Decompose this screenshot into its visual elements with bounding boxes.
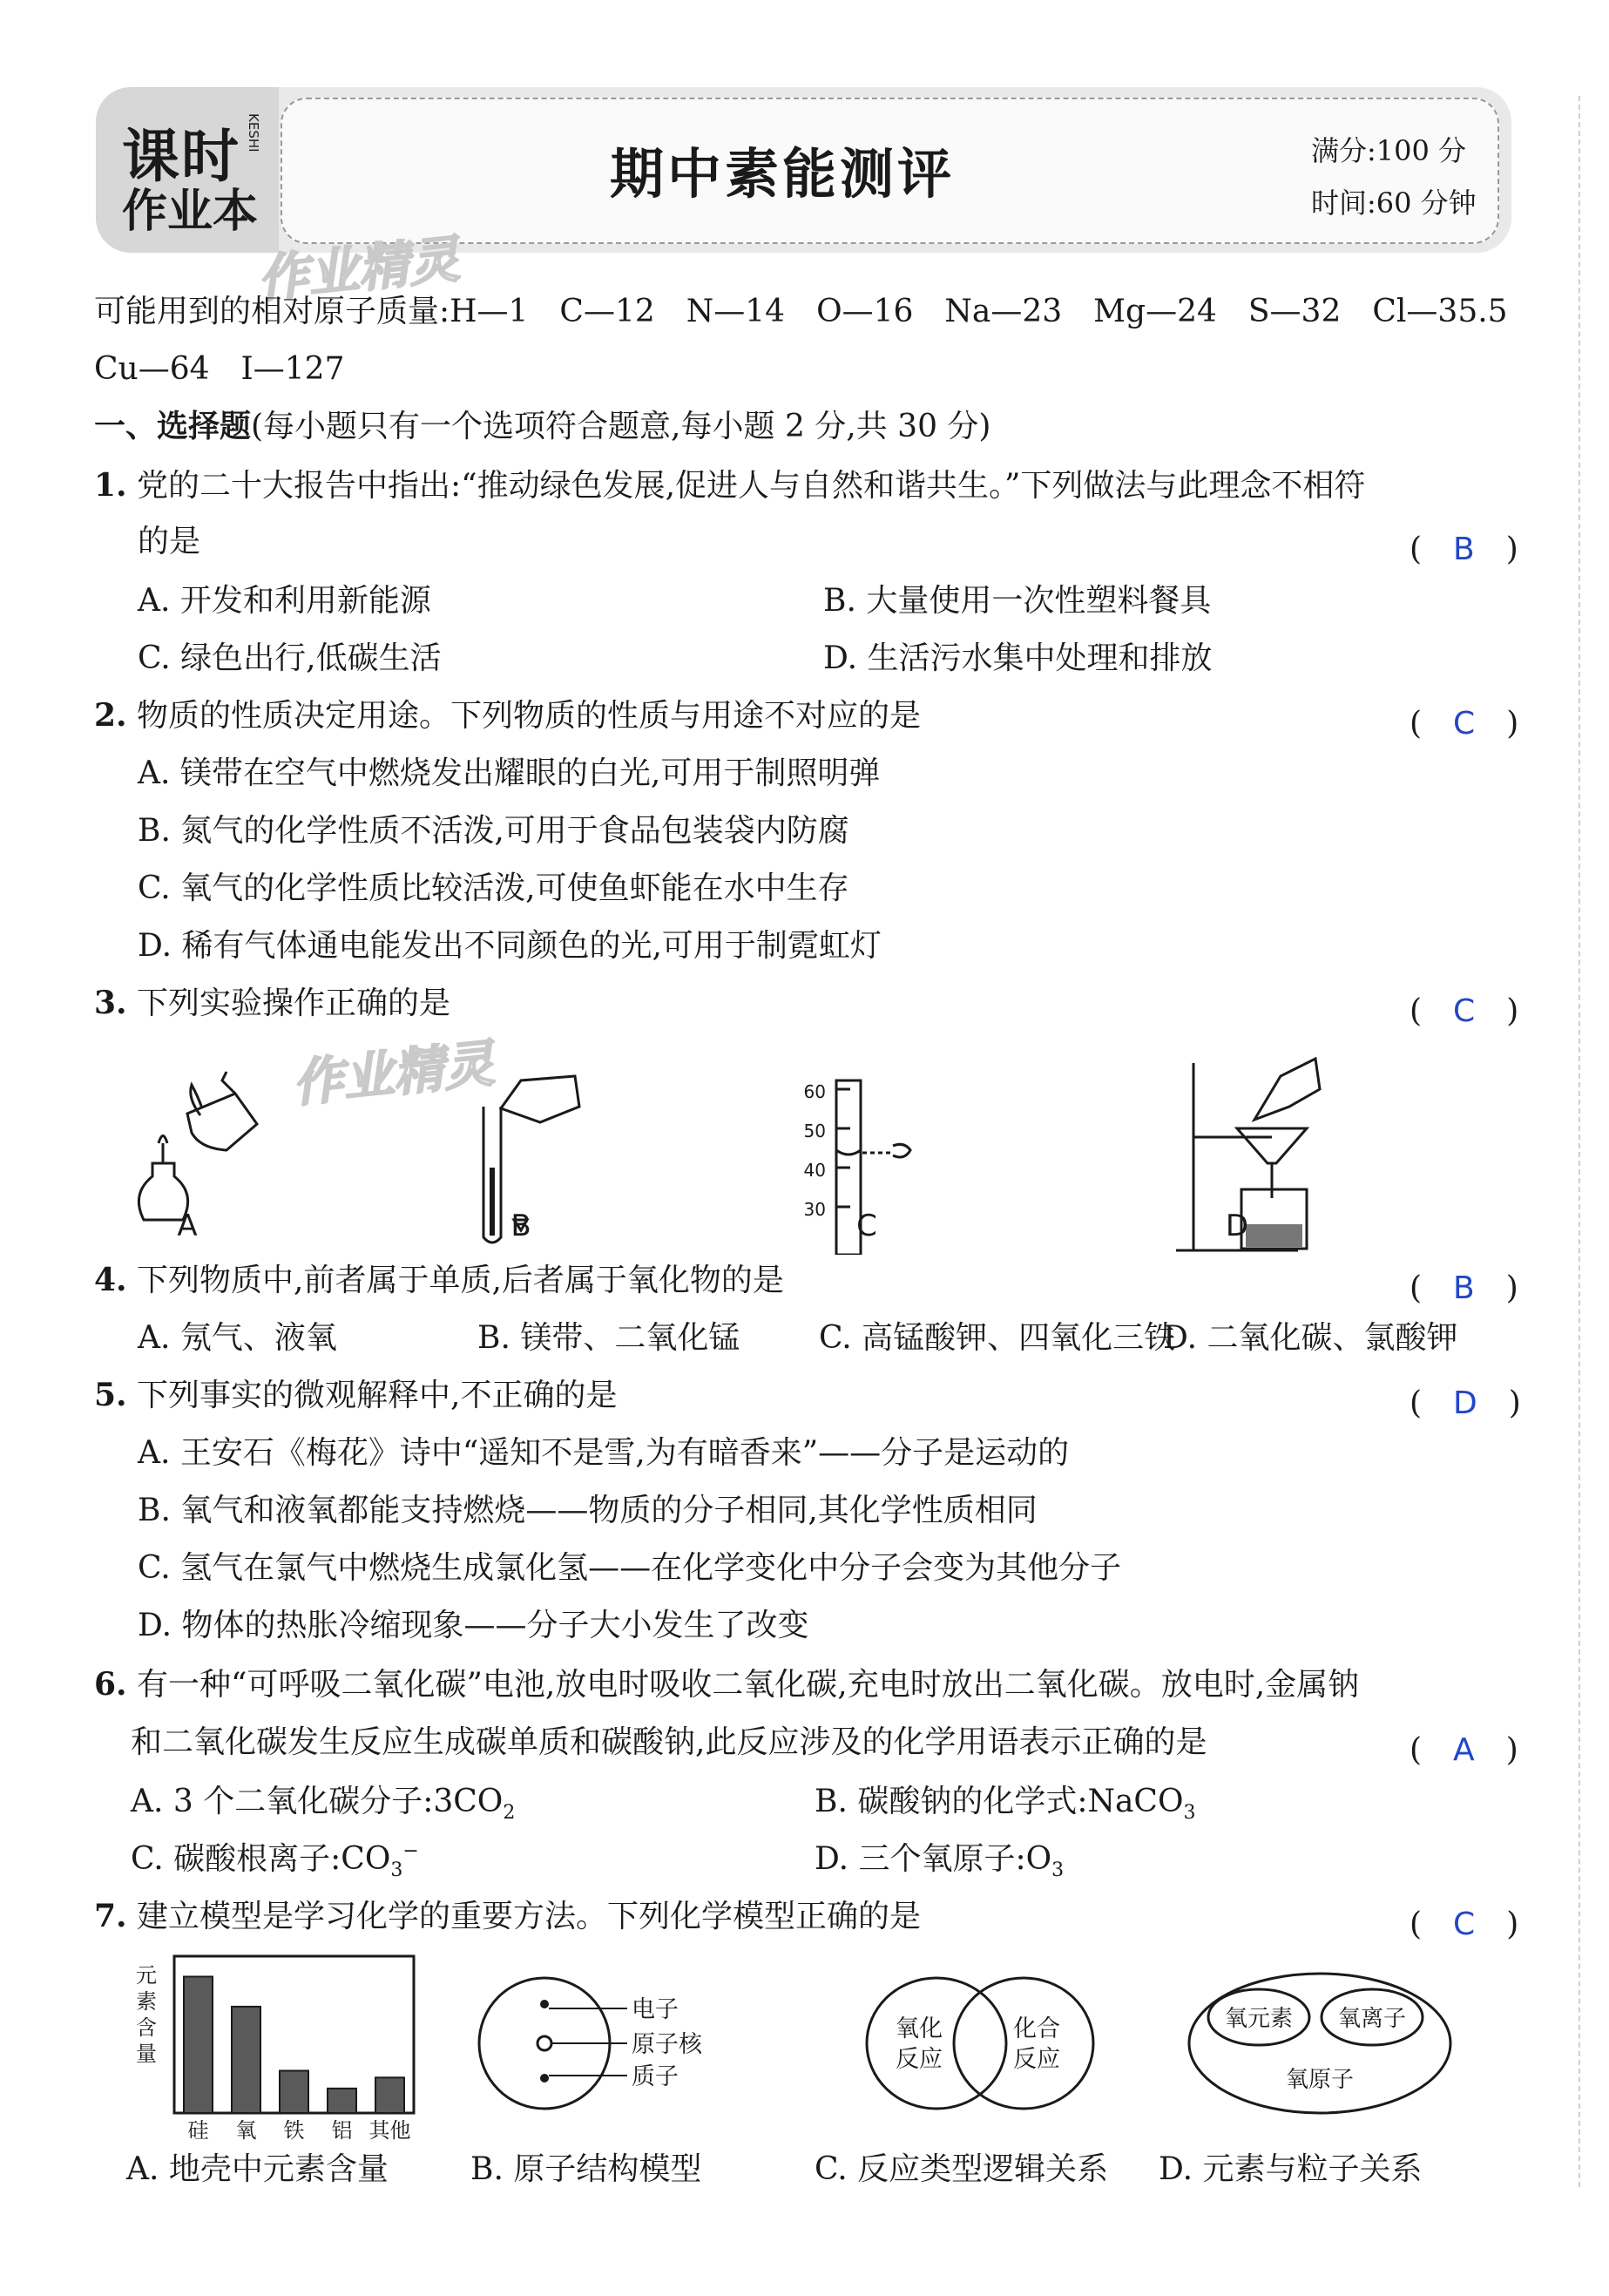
option: C. 碳酸根离子$:CO_3^-$ bbox=[131, 1840, 419, 1881]
option: A. 镁带在空气中燃烧发出耀眼的白光,可用于制照明弹 bbox=[138, 755, 881, 791]
answer-bracket: ( A ) bbox=[1410, 1732, 1518, 1768]
chart-xlabel-0: 硅 bbox=[187, 2118, 209, 2143]
cylinder-tick-40: 40 bbox=[803, 1160, 826, 1181]
cylinder-tick-60: 60 bbox=[803, 1081, 826, 1102]
option: D. 稀有气体通电能发出不同颜色的光,可用于制霓虹灯 bbox=[138, 928, 882, 964]
watermark: 作业精灵 bbox=[289, 1033, 497, 1114]
option: D. 二氧化碳、氯酸钾 bbox=[1163, 1320, 1458, 1356]
model-d-atom: 氧原子 bbox=[1285, 2067, 1355, 2093]
figure-label-a: A bbox=[177, 1209, 198, 1243]
element-content-chart bbox=[122, 1947, 436, 2148]
option: B. 大量使用一次性塑料餐具 bbox=[823, 583, 1212, 619]
option: A. 开发和利用新能源 bbox=[138, 583, 431, 619]
chart-bar-1 bbox=[232, 2007, 260, 2113]
answer-bracket: ( B ) bbox=[1410, 1270, 1518, 1306]
question-number: 1. bbox=[94, 467, 127, 504]
reaction-venn bbox=[862, 1956, 1124, 2130]
section-title: 一、选择题 bbox=[94, 408, 252, 444]
option: D. 元素与粒子关系 bbox=[1159, 2151, 1423, 2187]
full-marks: 满分:100 分 bbox=[1311, 134, 1467, 167]
answer-value: C bbox=[1453, 1907, 1476, 1942]
answer-value: C bbox=[1453, 706, 1476, 742]
answer-bracket: ( D ) bbox=[1410, 1385, 1521, 1421]
figure-b-pouring bbox=[483, 1076, 579, 1243]
cylinder-tick-50: 50 bbox=[803, 1121, 826, 1141]
answer-bracket: ( B ) bbox=[1410, 532, 1518, 567]
question-3 bbox=[94, 985, 450, 1022]
answer-bracket: ( C ) bbox=[1410, 706, 1519, 742]
answer-bracket: ( C ) bbox=[1410, 1907, 1519, 1942]
logo-text-top: 课时 bbox=[122, 123, 240, 190]
margin-guide bbox=[1579, 96, 1582, 2187]
question-stem: 党的二十大报告中指出:“推动绿色发展,促进人与自然和谐共生。”下列做法与此理念不相符 bbox=[137, 468, 1366, 504]
option: D. 三个氧原子$:O_3$ bbox=[815, 1841, 1065, 1881]
question-number: 4. bbox=[94, 1262, 127, 1298]
option: D. 生活污水集中处理和排放 bbox=[823, 640, 1213, 676]
chart-bar-0 bbox=[184, 1976, 213, 2113]
figure-a-alcohol-lamps bbox=[139, 1072, 257, 1220]
option: C. 高锰酸钾、四氧化三铁 bbox=[819, 1320, 1176, 1356]
answer-value: A bbox=[1453, 1732, 1475, 1768]
question-stem: 下列事实的微观解释中,不正确的是 bbox=[137, 1378, 618, 1413]
question-5 bbox=[94, 1377, 618, 1414]
figure-label-c: C bbox=[856, 1209, 877, 1243]
question-number: 3. bbox=[94, 985, 127, 1021]
option: C. 氢气在氯气中燃烧生成氯化氢——在化学变化中分子会变为其他分子 bbox=[138, 1550, 1122, 1586]
option: A. 3 个二氧化碳分子$:3CO_2$ bbox=[131, 1784, 516, 1824]
question-4 bbox=[94, 1262, 784, 1299]
venn-right-2: 反应 bbox=[1013, 2046, 1060, 2073]
question-7 bbox=[94, 1898, 921, 1935]
question-number: 6. bbox=[94, 1666, 127, 1703]
atomic-masses-line1: 可能用到的相对原子质量:H—1 C—12 N—14 O—16 Na—23 Mg—24 S—32 Cl—35.5 bbox=[94, 294, 1508, 329]
option: A. 氖气、液氧 bbox=[138, 1320, 337, 1356]
answer-value: C bbox=[1453, 993, 1476, 1029]
figure-label-b: B bbox=[510, 1209, 531, 1243]
section-note: (每小题只有一个选项符合题意,每小题 2 分,共 30 分) bbox=[251, 409, 991, 444]
question-1 bbox=[94, 467, 1365, 505]
answer-value: B bbox=[1453, 1270, 1475, 1306]
question-stem-cont: 和二氧化碳发生反应生成碳单质和碳酸钠,此反应涉及的化学用语表示正确的是 bbox=[131, 1724, 1207, 1760]
question-6 bbox=[94, 1666, 1359, 1703]
question-stem-cont: 的是 bbox=[138, 524, 201, 559]
question-2 bbox=[94, 697, 921, 735]
option: C. 绿色出行,低碳生活 bbox=[138, 640, 442, 676]
question-stem: 建立模型是学习化学的重要方法。下列化学模型正确的是 bbox=[137, 1899, 922, 1934]
chart-xlabel-4: 其他 bbox=[368, 2118, 411, 2143]
question-stem: 有一种“可呼吸二氧化碳”电池,放电时吸收二氧化碳,充电时放出二氧化碳。放电时,金属钠 bbox=[137, 1667, 1360, 1703]
watermark: 作业精灵 bbox=[254, 229, 463, 309]
figure-label-d: D bbox=[1225, 1209, 1249, 1243]
element-particle-model bbox=[1180, 1956, 1468, 2130]
q3-figures bbox=[105, 1046, 1411, 1255]
atom-label-nucleus: 原子核 bbox=[632, 2031, 702, 2058]
page-title: 期中素能测评 bbox=[610, 142, 956, 206]
venn-left-2: 反应 bbox=[896, 2046, 943, 2073]
option: D. 物体的热胀冷缩现象——分子大小发生了改变 bbox=[138, 1608, 809, 1643]
venn-left-1: 氧化 bbox=[896, 2015, 943, 2042]
question-number: 2. bbox=[94, 697, 127, 734]
question-stem: 下列实验操作正确的是 bbox=[137, 985, 451, 1021]
option: A. 王安石《梅花》诗中“遥知不是雪,为有暗香来”——分子是运动的 bbox=[138, 1435, 1070, 1471]
option: A. 地壳中元素含量 bbox=[126, 2151, 389, 2187]
cylinder-tick-30: 30 bbox=[803, 1199, 826, 1220]
option: B. 原子结构模型 bbox=[470, 2151, 702, 2187]
logo-text-bottom: 作业本 bbox=[122, 186, 259, 238]
atom-label-electron: 电子 bbox=[632, 1996, 679, 2023]
exam-time: 时间:60 分钟 bbox=[1311, 186, 1477, 220]
chart-bar-3 bbox=[328, 2089, 356, 2113]
option: B. 碳酸钠的化学式:NaCO$_3$ bbox=[815, 1784, 1196, 1824]
logo-pinyin: KESHI bbox=[246, 113, 261, 152]
chart-ylabel-char: 元 bbox=[136, 1963, 157, 1988]
chart-bar-4 bbox=[375, 2077, 404, 2113]
option: B. 氧气和液氧都能支持燃烧——物质的分子相同,其化学性质相同 bbox=[138, 1493, 1038, 1528]
answer-bracket: ( C ) bbox=[1410, 993, 1519, 1029]
chart-xlabel-3: 铝 bbox=[331, 2118, 353, 2143]
chart-ylabel-char: 含 bbox=[136, 2015, 157, 2040]
question-number: 5. bbox=[94, 1377, 127, 1413]
atom-label-proton: 质子 bbox=[632, 2063, 679, 2090]
chart-ylabel-char: 量 bbox=[136, 2042, 157, 2066]
answer-value: B bbox=[1453, 532, 1475, 567]
chart-ylabel bbox=[136, 1963, 157, 2066]
answer-value: D bbox=[1453, 1385, 1477, 1421]
option: C. 氧气的化学性质比较活泼,可使鱼虾能在水中生存 bbox=[138, 870, 849, 906]
question-stem: 物质的性质决定用途。下列物质的性质与用途不对应的是 bbox=[137, 698, 922, 734]
chart-xlabel-2: 铁 bbox=[283, 2118, 305, 2143]
model-d-element: 氧元素 bbox=[1224, 2006, 1294, 2032]
chart-bar-2 bbox=[280, 2070, 308, 2113]
option: C. 反应类型逻辑关系 bbox=[815, 2151, 1109, 2187]
model-d-ion: 氧离子 bbox=[1337, 2006, 1407, 2032]
option: B. 镁带、二氧化锰 bbox=[477, 1320, 740, 1356]
option: B. 氮气的化学性质不活泼,可用于食品包装袋内防腐 bbox=[138, 813, 849, 849]
section-header bbox=[94, 408, 990, 445]
chart-ylabel-char: 素 bbox=[136, 1989, 157, 2014]
question-number: 7. bbox=[94, 1898, 127, 1934]
atomic-masses-line2: Cu—64 I—127 bbox=[94, 351, 345, 387]
venn-right-1: 化合 bbox=[1013, 2015, 1060, 2042]
atom-model bbox=[475, 1956, 736, 2130]
chart-xlabel-1: 氧 bbox=[235, 2118, 257, 2143]
question-stem: 下列物质中,前者属于单质,后者属于氧化物的是 bbox=[137, 1263, 784, 1298]
